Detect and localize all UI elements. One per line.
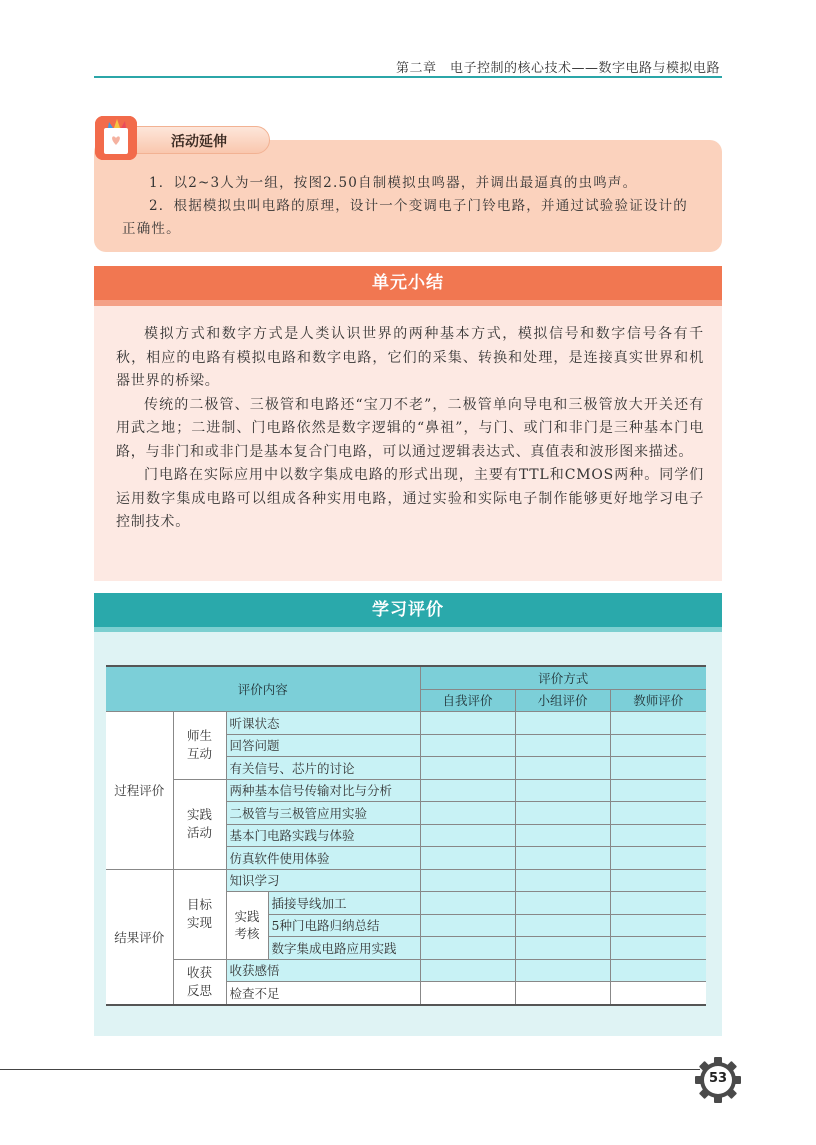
method-teacher: 教师评价 (610, 689, 706, 712)
result-evaluation-label: 结果评价 (106, 869, 173, 1005)
score-cell[interactable] (515, 847, 610, 870)
header-divider (94, 76, 722, 78)
score-cell[interactable] (515, 914, 610, 937)
score-cell[interactable] (420, 757, 515, 780)
activity-content (122, 172, 702, 241)
score-cell[interactable] (515, 712, 610, 735)
score-cell[interactable] (610, 959, 706, 982)
table-row-item: 收获感悟 (226, 959, 420, 982)
score-cell[interactable] (515, 734, 610, 757)
score-cell[interactable] (610, 824, 706, 847)
score-cell[interactable] (420, 802, 515, 825)
score-cell[interactable] (610, 847, 706, 870)
harvest-label (173, 959, 226, 1005)
interaction-label (173, 712, 226, 780)
score-cell[interactable] (420, 779, 515, 802)
table-row-item: 回答问题 (226, 734, 420, 757)
method-self: 自我评价 (420, 689, 515, 712)
table-row-item: 知识学习 (226, 869, 420, 892)
score-cell[interactable] (610, 757, 706, 780)
score-cell[interactable] (610, 892, 706, 915)
table-row-item: 基本门电路实践与体验 (226, 824, 420, 847)
score-cell[interactable] (420, 959, 515, 982)
practice-label-text: 实践活动 (186, 807, 212, 840)
score-cell[interactable] (515, 937, 610, 960)
harvest-label-text: 收获反思 (186, 964, 212, 998)
table-row-item: 5种门电路归纳总结 (268, 914, 420, 937)
score-cell[interactable] (420, 847, 515, 870)
table-row-item: 有关信号、芯片的讨论 (226, 757, 420, 780)
exam-label-text: 实践考核 (234, 909, 260, 942)
table-row-item: 两种基本信号传输对比与分析 (226, 779, 420, 802)
footer-divider (0, 1069, 700, 1070)
summary-content (116, 323, 704, 535)
table-row-item: 插接导线加工 (268, 892, 420, 915)
activity-title: 活动延伸 (171, 134, 227, 150)
score-cell[interactable] (610, 734, 706, 757)
interaction-label-text: 师生互动 (186, 728, 212, 762)
score-cell[interactable] (420, 914, 515, 937)
page-number: 53 (708, 1071, 728, 1086)
score-cell[interactable] (515, 802, 610, 825)
score-cell[interactable] (420, 824, 515, 847)
score-cell[interactable] (420, 869, 515, 892)
score-cell[interactable] (610, 914, 706, 937)
score-cell[interactable] (515, 757, 610, 780)
score-cell[interactable] (515, 824, 610, 847)
goal-label (173, 869, 226, 959)
score-cell[interactable] (610, 802, 706, 825)
summary-paragraph: 模拟方式和数字方式是人类认识世界的两种基本方式，模拟信号和数字信号各有千秋，相应的电路有模拟电路和数字电路，它们的采集、转换和处理，是连接真实世界和机器世界的桥梁。 (116, 326, 704, 389)
evaluation-heading: 学习评价 (94, 593, 722, 627)
header-method: 评价方式 (420, 666, 706, 689)
score-cell[interactable] (420, 982, 515, 1005)
practice-label (173, 779, 226, 869)
table-row-item: 检查不足 (226, 982, 420, 1005)
score-cell[interactable] (515, 779, 610, 802)
shopping-bag-icon (95, 116, 137, 160)
activity-item-1: 1．以2~3人为一组，按图2.50自制模拟虫鸣器，并调出最逼真的虫鸣声。 (149, 175, 638, 191)
table-row-item: 听课状态 (226, 712, 420, 735)
score-cell[interactable] (610, 779, 706, 802)
table-row-item: 数字集成电路应用实践 (268, 937, 420, 960)
score-cell[interactable] (515, 959, 610, 982)
score-cell[interactable] (610, 982, 706, 1005)
score-cell[interactable] (515, 892, 610, 915)
score-cell[interactable] (515, 982, 610, 1005)
summary-paragraph: 门电路在实际应用中以数字集成电路的形式出现，主要有TTL和CMOS两种。同学们运用数字集成电路可以组成各种实用电路，通过实验和实际电子制作能够更好地学习电子控制技术。 (116, 467, 704, 530)
summary-paragraph: 传统的二极管、三极管和电路还“宝刀不老”，二极管单向导电和三极管放大开关还有用武之地；二进制、门电路依然是数字逻辑的“鼻祖”，与门、或门和非门是三种基本门电路，与非门和或非门是基本复合门电路，可以通过逻辑表达式、真值表和波形图来描述。 (116, 396, 704, 460)
header-content: 评价内容 (106, 666, 420, 712)
evaluation-table (106, 665, 706, 1006)
score-cell[interactable] (610, 937, 706, 960)
score-cell[interactable] (420, 734, 515, 757)
exam-label (226, 892, 268, 960)
chapter-title: 第二章 电子控制的核心技术——数字电路与模拟电路 (395, 61, 720, 76)
score-cell[interactable] (420, 712, 515, 735)
process-evaluation-label: 过程评价 (106, 712, 173, 870)
score-cell[interactable] (610, 712, 706, 735)
activity-tab (116, 126, 270, 154)
table-row-item: 仿真软件使用体验 (226, 847, 420, 870)
score-cell[interactable] (420, 937, 515, 960)
activity-item-2: 2．根据模拟虫叫电路的原理，设计一个变调电子门铃电路，并通过试验验证设计的正确性。 (122, 198, 688, 237)
goal-label-text: 目标实现 (186, 897, 212, 930)
score-cell[interactable] (420, 892, 515, 915)
method-group: 小组评价 (515, 689, 610, 712)
score-cell[interactable] (610, 869, 706, 892)
table-row-item: 二极管与三极管应用实验 (226, 802, 420, 825)
score-cell[interactable] (515, 869, 610, 892)
summary-heading: 单元小结 (94, 266, 722, 300)
